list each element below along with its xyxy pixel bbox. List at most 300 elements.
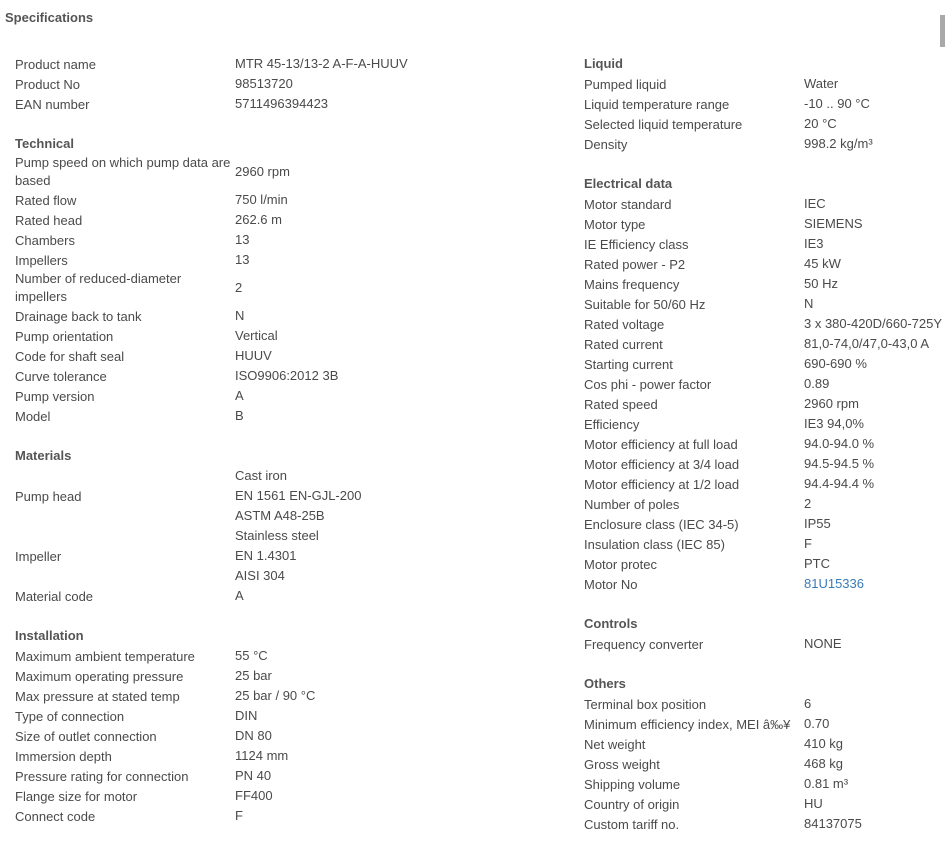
section-title-others: Others — [584, 676, 626, 691]
spec-row — [15, 726, 535, 746]
section-materials — [15, 446, 535, 606]
spec-label — [15, 726, 235, 746]
spec-value: 2960 rpm — [235, 164, 290, 179]
spec-label — [15, 806, 235, 826]
spec-label — [584, 514, 804, 534]
spec-values — [235, 270, 535, 306]
spec-label-text: Starting current — [584, 356, 673, 372]
spec-label-text: Terminal box position — [584, 696, 707, 712]
spec-label — [15, 786, 235, 806]
spec-value: N — [235, 308, 245, 323]
spec-value: 20 °C — [804, 116, 837, 131]
spec-value: Vertical — [235, 328, 278, 343]
spec-value: DN 80 — [235, 728, 272, 743]
spec-row — [584, 694, 945, 714]
spec-values — [804, 334, 945, 354]
spec-label — [584, 814, 804, 834]
spec-value: EN 1.4301 — [235, 548, 297, 563]
spec-label-text: Cos phi - power factor — [584, 376, 712, 392]
spec-row — [15, 154, 535, 190]
spec-row — [15, 250, 535, 270]
spec-label-text: Shipping volume — [584, 776, 681, 792]
spec-label-text: Suitable for 50/60 Hz — [584, 296, 706, 312]
spec-value: N — [804, 296, 814, 311]
spec-label-text: Rated voltage — [584, 316, 665, 332]
spec-label-text: Connect code — [15, 808, 96, 824]
spec-values — [235, 154, 535, 190]
spec-values — [804, 254, 945, 274]
spec-row — [15, 646, 535, 666]
spec-label-text: Curve tolerance — [15, 368, 107, 384]
section-title-liquid: Liquid — [584, 56, 623, 71]
spec-label — [584, 774, 804, 794]
spec-label-text: Custom tariff no. — [584, 816, 680, 832]
spec-value: 0.70 — [804, 716, 830, 731]
spec-value: 998.2 kg/m³ — [804, 136, 873, 151]
spec-row — [15, 366, 535, 386]
spec-label-text: EAN number — [15, 96, 90, 112]
spec-row — [584, 434, 945, 454]
spec-label — [584, 314, 804, 334]
spec-value: Water — [804, 76, 839, 91]
spec-label-text: Frequency converter — [584, 636, 704, 652]
spec-label-text: Pumped liquid — [584, 76, 667, 92]
spec-values — [804, 414, 945, 434]
spec-label-text: Impellers — [15, 252, 68, 268]
section-technical — [15, 134, 535, 426]
spec-values — [804, 434, 945, 454]
spec-label — [15, 190, 235, 210]
spec-label-text: Maximum operating pressure — [15, 668, 184, 684]
spec-value: EN 1561 EN-GJL-200 — [235, 488, 362, 503]
spec-values — [235, 230, 535, 250]
spec-label — [584, 694, 804, 714]
spec-row — [584, 114, 945, 134]
spec-values — [804, 514, 945, 534]
spec-values — [804, 74, 945, 94]
spec-values — [804, 374, 945, 394]
spec-label — [584, 414, 804, 434]
spec-label-text: Rated head — [15, 212, 83, 228]
spec-value: 5711496394423 — [235, 96, 329, 111]
spec-label-text: Number of poles — [584, 496, 680, 512]
spec-values — [804, 274, 945, 294]
spec-value: 25 bar / 90 °C — [235, 688, 316, 703]
spec-row — [584, 494, 945, 514]
spec-label — [584, 274, 804, 294]
spec-values — [804, 234, 945, 254]
spec-row — [584, 514, 945, 534]
spec-label — [584, 474, 804, 494]
section-others — [584, 674, 945, 834]
spec-values — [235, 646, 535, 666]
spec-row — [584, 814, 945, 834]
spec-label — [584, 374, 804, 394]
spec-row — [15, 74, 535, 94]
spec-value: 45 kW — [804, 256, 841, 271]
spec-label — [584, 754, 804, 774]
spec-label-text: Rated current — [584, 336, 663, 352]
section-title-electrical: Electrical data — [584, 176, 673, 191]
spec-value: 94.0-94.0 % — [804, 436, 875, 451]
spec-row — [584, 134, 945, 154]
spec-label-text: Selected liquid temperature — [584, 116, 743, 132]
spec-label — [15, 646, 235, 666]
spec-value: IP55 — [804, 516, 831, 531]
spec-label-text: Motor efficiency at 1/2 load — [584, 476, 740, 492]
spec-values — [235, 326, 535, 346]
spec-value: 6 — [804, 696, 812, 711]
spec-values — [804, 114, 945, 134]
spec-value: A — [235, 388, 244, 403]
spec-row — [15, 270, 535, 306]
spec-label-text: Mains frequency — [584, 276, 680, 292]
spec-value: AISI 304 — [235, 568, 285, 583]
spec-label-text: Motor efficiency at full load — [584, 436, 738, 452]
spec-value: 2 — [235, 280, 243, 295]
section-general — [15, 54, 535, 114]
spec-row — [15, 666, 535, 686]
spec-values — [235, 54, 535, 74]
spec-value: 13 — [235, 252, 250, 267]
spec-label — [584, 574, 804, 594]
scrollbar-thumb[interactable] — [940, 15, 945, 47]
spec-values — [804, 454, 945, 474]
spec-values — [804, 194, 945, 214]
spec-label — [584, 634, 804, 654]
spec-value: F — [804, 536, 812, 551]
spec-label-text: IE Efficiency class — [584, 236, 689, 252]
spec-label-text: Rated flow — [15, 192, 77, 208]
spec-label — [584, 194, 804, 214]
spec-label-text: Pressure rating for connection — [15, 768, 189, 784]
spec-label — [15, 154, 235, 190]
spec-row — [15, 326, 535, 346]
section-title-controls: Controls — [584, 616, 638, 631]
spec-row — [584, 274, 945, 294]
spec-label — [584, 134, 804, 154]
spec-values — [804, 314, 945, 334]
spec-label — [15, 346, 235, 366]
spec-row — [15, 466, 535, 526]
spec-label-text: Drainage back to tank — [15, 308, 142, 324]
spec-row — [15, 526, 535, 586]
spec-label-text: Immersion depth — [15, 748, 112, 764]
spec-label-text: Size of outlet connection — [15, 728, 157, 744]
spec-row — [15, 386, 535, 406]
section-electrical — [584, 174, 945, 594]
spec-label-text: Number of reduced-diameter impellers — [15, 271, 182, 304]
spec-label-text: Insulation class (IEC 85) — [584, 536, 725, 552]
section-controls — [584, 614, 945, 654]
spec-label — [15, 466, 235, 526]
spec-row — [584, 74, 945, 94]
section-title-materials: Materials — [15, 448, 72, 463]
spec-label-text: Rated power - P2 — [584, 256, 686, 272]
spec-value: ASTM A48-25B — [235, 508, 325, 523]
spec-values — [804, 94, 945, 114]
spec-value: MTR 45-13/13-2 A-F-A-HUUV — [235, 56, 408, 71]
spec-values — [804, 694, 945, 714]
spec-values — [235, 466, 535, 526]
spec-values — [235, 406, 535, 426]
spec-row — [584, 234, 945, 254]
spec-label-text: Motor standard — [584, 196, 672, 212]
spec-label-text: Country of origin — [584, 796, 680, 812]
spec-value: HU — [804, 796, 823, 811]
spec-label-text: Model — [15, 408, 51, 424]
spec-row — [15, 230, 535, 250]
spec-row — [584, 574, 945, 594]
spec-label-text: Chambers — [15, 232, 75, 248]
spec-label-text: Code for shaft seal — [15, 348, 125, 364]
spec-row — [584, 354, 945, 374]
section-title-installation: Installation — [15, 628, 84, 643]
spec-label — [584, 114, 804, 134]
spec-label-text: Max pressure at stated temp — [15, 688, 180, 704]
spec-value: DIN — [235, 708, 258, 723]
spec-row — [584, 534, 945, 554]
spec-label — [15, 74, 235, 94]
spec-value: 50 Hz — [804, 276, 838, 291]
spec-label — [15, 326, 235, 346]
spec-row — [15, 406, 535, 426]
spec-value: 690-690 % — [804, 356, 867, 371]
spec-values — [235, 726, 535, 746]
spec-value: -10 .. 90 °C — [804, 96, 870, 111]
spec-values — [235, 686, 535, 706]
spec-label-text: Density — [584, 136, 628, 152]
spec-label-text: Product No — [15, 76, 81, 92]
spec-values — [235, 210, 535, 230]
spec-label-text: Enclosure class (IEC 34-5) — [584, 516, 739, 532]
spec-label-text: Motor efficiency at 3/4 load — [584, 456, 740, 472]
spec-label-text: Type of connection — [15, 708, 125, 724]
spec-row — [584, 214, 945, 234]
spec-values — [235, 666, 535, 686]
spec-value: PN 40 — [235, 768, 272, 783]
spec-row — [584, 374, 945, 394]
spec-row — [15, 746, 535, 766]
spec-values — [235, 94, 535, 114]
spec-value: IE3 — [804, 236, 824, 251]
spec-label-text: Product name — [15, 56, 96, 72]
spec-label-text: Motor No — [584, 576, 638, 592]
spec-values — [235, 250, 535, 270]
spec-values — [235, 346, 535, 366]
spec-row — [15, 586, 535, 606]
spec-row — [584, 194, 945, 214]
spec-values — [804, 394, 945, 414]
spec-label — [584, 294, 804, 314]
spec-row — [584, 254, 945, 274]
section-title-technical: Technical — [15, 136, 75, 151]
spec-label — [584, 94, 804, 114]
spec-values — [235, 366, 535, 386]
spec-value: 0.81 m³ — [804, 776, 849, 791]
spec-row — [584, 634, 945, 654]
spec-row — [584, 714, 945, 734]
spec-label-text: Impeller — [15, 548, 62, 564]
spec-row — [584, 394, 945, 414]
spec-value: IE3 94,0% — [804, 416, 864, 431]
spec-label-text: Pump version — [15, 388, 95, 404]
spec-value: 468 kg — [804, 756, 844, 771]
spec-value: 81,0-74,0/47,0-43,0 A — [804, 336, 930, 351]
spec-label — [584, 214, 804, 234]
spec-value-link[interactable]: 81U15336 — [804, 576, 864, 591]
spec-label-text: Minimum efficiency index, MEI â‰¥ — [584, 716, 791, 732]
spec-values — [804, 634, 945, 654]
spec-value: NONE — [804, 636, 842, 651]
left-spec-column — [15, 54, 535, 846]
spec-value: ISO9906:2012 3B — [235, 368, 339, 383]
spec-value: PTC — [804, 556, 830, 571]
spec-label-text: Pump head — [15, 488, 82, 504]
spec-label — [584, 334, 804, 354]
spec-label — [15, 686, 235, 706]
spec-label-text: Liquid temperature range — [584, 96, 730, 112]
spec-label — [584, 234, 804, 254]
spec-row — [584, 94, 945, 114]
spec-label — [15, 366, 235, 386]
spec-label — [15, 230, 235, 250]
spec-values — [804, 734, 945, 754]
spec-row — [584, 454, 945, 474]
spec-values — [804, 474, 945, 494]
spec-values — [235, 306, 535, 326]
spec-value: A — [235, 588, 244, 603]
spec-row — [15, 94, 535, 114]
spec-values — [804, 354, 945, 374]
spec-label-text: Gross weight — [584, 756, 660, 772]
spec-label-text: Pump orientation — [15, 328, 114, 344]
spec-value: 0.89 — [804, 376, 830, 391]
spec-label-text: Maximum ambient temperature — [15, 648, 195, 664]
spec-values — [235, 766, 535, 786]
spec-row — [15, 54, 535, 74]
spec-value: F — [235, 808, 243, 823]
spec-label — [584, 494, 804, 514]
spec-row — [15, 346, 535, 366]
spec-row — [15, 210, 535, 230]
spec-label-text: Net weight — [584, 736, 646, 752]
spec-label — [15, 210, 235, 230]
spec-label — [15, 706, 235, 726]
spec-label — [15, 54, 235, 74]
page-title: Specifications — [5, 10, 94, 25]
spec-row — [584, 294, 945, 314]
spec-value: 13 — [235, 232, 250, 247]
spec-row — [584, 554, 945, 574]
spec-label-text: Material code — [15, 588, 94, 604]
spec-label — [584, 354, 804, 374]
spec-label-text: Rated speed — [584, 396, 658, 412]
spec-row — [15, 706, 535, 726]
spec-label — [584, 254, 804, 274]
spec-value: Stainless steel — [235, 528, 319, 543]
spec-values — [235, 386, 535, 406]
spec-value: HUUV — [235, 348, 272, 363]
spec-values — [235, 806, 535, 826]
spec-label-text: Flange size for motor — [15, 788, 138, 804]
spec-values — [804, 774, 945, 794]
spec-label-text: Motor type — [584, 216, 646, 232]
spec-values — [235, 586, 535, 606]
spec-label — [15, 766, 235, 786]
spec-values — [235, 746, 535, 766]
spec-label — [15, 526, 235, 586]
spec-value: B — [235, 408, 244, 423]
spec-values — [804, 814, 945, 834]
spec-row — [15, 766, 535, 786]
spec-value: 25 bar — [235, 668, 272, 683]
spec-value: 84137075 — [804, 816, 862, 831]
spec-label — [584, 534, 804, 554]
spec-label-text: Motor protec — [584, 556, 657, 572]
spec-row — [584, 754, 945, 774]
spec-row — [584, 474, 945, 494]
spec-row — [584, 734, 945, 754]
spec-label — [584, 454, 804, 474]
spec-label — [15, 666, 235, 686]
right-spec-column — [584, 54, 945, 854]
spec-label-text: Efficiency — [584, 416, 640, 432]
spec-row — [15, 786, 535, 806]
spec-row — [15, 806, 535, 826]
spec-values — [804, 294, 945, 314]
spec-label — [584, 554, 804, 574]
section-installation — [15, 626, 535, 826]
spec-label — [15, 306, 235, 326]
spec-value: 94.5-94.5 % — [804, 456, 875, 471]
spec-values — [235, 74, 535, 94]
spec-values — [804, 714, 945, 734]
spec-values — [804, 574, 945, 594]
spec-label — [15, 586, 235, 606]
spec-label — [15, 406, 235, 426]
spec-label — [584, 434, 804, 454]
spec-label — [15, 270, 235, 306]
spec-label — [15, 250, 235, 270]
spec-label — [584, 714, 804, 734]
spec-values — [235, 526, 535, 586]
spec-label — [584, 394, 804, 414]
spec-row — [584, 314, 945, 334]
spec-values — [804, 754, 945, 774]
spec-row — [584, 414, 945, 434]
spec-value: 94.4-94.4 % — [804, 476, 875, 491]
spec-row — [584, 334, 945, 354]
spec-values — [804, 794, 945, 814]
spec-label — [584, 794, 804, 814]
spec-value: 98513720 — [235, 76, 293, 91]
spec-values — [235, 190, 535, 210]
spec-values — [235, 706, 535, 726]
spec-value: 3 x 380-420D/660-725Y — [804, 316, 943, 331]
spec-row — [15, 686, 535, 706]
spec-values — [235, 786, 535, 806]
spec-label — [584, 74, 804, 94]
spec-values — [804, 214, 945, 234]
spec-value: 2960 rpm — [804, 396, 859, 411]
spec-row — [584, 794, 945, 814]
spec-values — [804, 554, 945, 574]
spec-value: SIEMENS — [804, 216, 863, 231]
spec-value: 1124 mm — [235, 748, 289, 763]
spec-values — [804, 494, 945, 514]
spec-value: Cast iron — [235, 468, 288, 483]
